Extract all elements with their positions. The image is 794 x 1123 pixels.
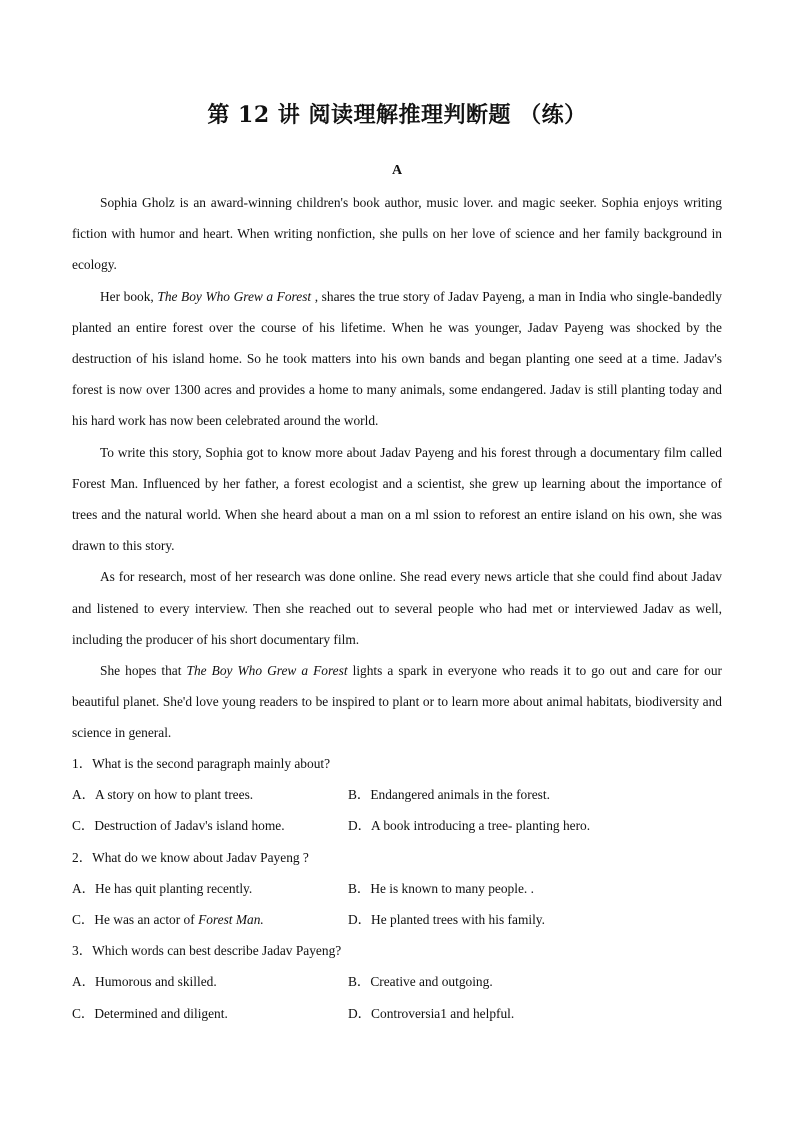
option-d: D．Controversia1 and helpful. xyxy=(348,1005,515,1021)
question-3 xyxy=(72,935,722,1029)
reading-passage xyxy=(72,187,722,749)
question-stem: 3．Which words can best describe Jadav Payeng? xyxy=(72,943,342,959)
question-1 xyxy=(72,748,722,842)
option-row xyxy=(72,873,722,904)
option-a: A．A story on how to plant trees. xyxy=(72,787,254,803)
option-c: C．Destruction of Jadav's island home. xyxy=(72,818,285,834)
option-d: D．He planted trees with his family. xyxy=(348,912,545,928)
option-c: C．Determined and diligent. xyxy=(72,1005,228,1021)
paragraph-3: To write this story, Sophia got to know more about Jadav Payeng and his forest through a documentary film called Forest Man. Influenced by her father, a forest ecologist and a scientist, she grew up learning about the importance of trees and the natural world. When she heard about a man on a ml ssion to reforest an entire island on his own, she was drawn to this story. xyxy=(72,444,722,554)
option-c xyxy=(72,904,348,935)
option-b: B．Endangered animals in the forest. xyxy=(348,787,550,803)
paragraph-5 xyxy=(72,655,722,749)
paragraph-5-lead: She hopes that xyxy=(100,663,187,679)
paragraph-4: As for research, most of her research was done online. She read every news article that she could find about Jadav and listened to every interview. Then she reached out to several people who had met or interviewed Jadav as well, including the producer of his short documentary film. xyxy=(72,569,722,647)
paragraph-5-rest: lights a spark in everyone who reads it to go out and care for our beautiful planet. She'd love young readers to be inspired to plant or to learn more about animal habitats, biodiversity and science in general. xyxy=(72,663,723,741)
option-row xyxy=(72,998,722,1029)
option-a: A．Humorous and skilled. xyxy=(72,974,217,990)
option-c-text: C．He was an actor of xyxy=(72,912,199,928)
paragraph-2-rest: , shares the true story of Jadav Payeng, a man in India who single-bandedly planted an entire forest over the course of his lifetime. When he was younger, Jadav Payeng was shocked by the destruction of his island home. So he took matters into his own bands and began planting one seed at a time. Jadav's forest is now over 1300 acres and provides a home to many animals, some endangered. Jadav is still planting today and his hard work has now been celebrated around the world. xyxy=(72,288,722,429)
option-row xyxy=(72,904,722,935)
option-b: B．He is known to many people. . xyxy=(348,880,534,896)
paragraph-2-lead: Her book, xyxy=(100,288,158,304)
section-label: A xyxy=(391,163,403,178)
option-row xyxy=(72,966,722,997)
book-title: The Boy Who Grew a Forest xyxy=(186,663,348,679)
question-2 xyxy=(72,842,722,936)
option-row xyxy=(72,810,722,841)
question-stem: 2．What do we know about Jadav Payeng ? xyxy=(72,849,309,865)
option-a: A．He has quit planting recently. xyxy=(72,880,253,896)
book-title: The Boy Who Grew a Forest xyxy=(157,288,312,304)
option-b: B．Creative and outgoing. xyxy=(348,974,493,990)
paragraph-2 xyxy=(72,281,722,437)
question-stem: 1．What is the second paragraph mainly about? xyxy=(72,756,331,771)
option-row xyxy=(72,779,722,810)
page-title: 第 12 讲 阅读理解推理判断题 （练） xyxy=(207,102,587,128)
option-d: D．A book introducing a tree- planting hero. xyxy=(348,818,591,834)
paragraph-1: Sophia Gholz is an award-winning children's book author, music lover. and magic seeker. Sophia enjoys writing fiction with humor and heart. When writing nonfiction, she pulls on her love of science and her family background in ecology. xyxy=(72,195,722,273)
question-list xyxy=(72,748,722,1029)
film-title: Forest Man. xyxy=(198,912,264,928)
